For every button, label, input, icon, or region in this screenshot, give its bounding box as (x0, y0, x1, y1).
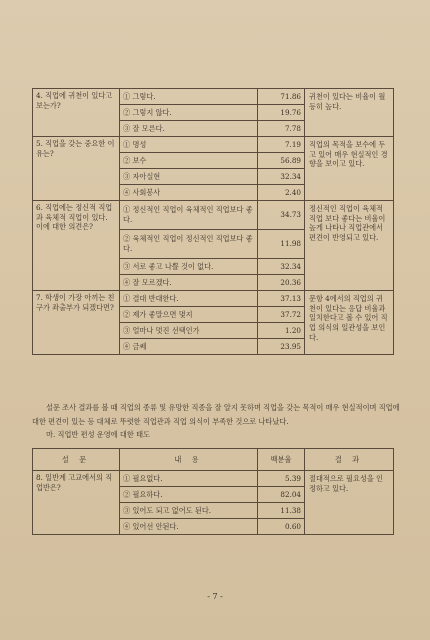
page-number: - 7 - (207, 592, 223, 601)
option-cell: ① 필요없다. (120, 471, 258, 487)
percent-cell: 82.04 (258, 487, 305, 503)
table-row (33, 137, 394, 153)
percent-cell: 32.34 (258, 169, 305, 185)
option-cell: ③ 얼마나 멋진 선택인가 (120, 323, 258, 339)
question-cell: 6. 직업에는 정신적 직업과 육체적 직업이 있다. 이에 대한 의견은? (33, 201, 120, 291)
percent-cell: 37.72 (258, 307, 305, 323)
option-cell: ② 필요하다. (120, 487, 258, 503)
percent-cell: 37.13 (258, 291, 305, 307)
percent-cell: 7.19 (258, 137, 305, 153)
table-row (33, 201, 394, 230)
percent-cell: 0.60 (258, 519, 305, 535)
question-cell: 8. 일반계 고교에서의 직업반은? (33, 471, 120, 535)
percent-cell: 2.40 (258, 185, 305, 201)
option-cell: ④ 있어선 안된다. (120, 519, 258, 535)
option-cell: ③ 자아실현 (120, 169, 258, 185)
option-cell: ① 명성 (120, 137, 258, 153)
option-cell: ② 제가 좋말으면 몇지 (120, 307, 258, 323)
table-row (33, 471, 394, 487)
result-cell: 문항 4에서의 직업의 귀천이 있다는 응답 비율과 일치한다고 볼 수 있어 직업 의식의 일관성을 보인다. (305, 291, 394, 355)
header-result: 결 과 (305, 449, 394, 471)
question-cell: 7. 학생이 가장 아끼는 친구가 좌출부가 되겠다면? (33, 291, 120, 355)
header-percent: 백분율 (258, 449, 305, 471)
percent-cell: 1.20 (258, 323, 305, 339)
option-cell: ① 정신적인 직업이 육체적인 직업보다 좋다. (120, 201, 258, 230)
percent-cell: 19.76 (258, 105, 305, 121)
table-header-row (33, 449, 394, 471)
percent-cell: 23.95 (258, 339, 305, 355)
percent-cell: 32.34 (258, 259, 305, 275)
option-cell: ④ 사회봉사 (120, 185, 258, 201)
header-content: 내 용 (120, 449, 258, 471)
result-cell: 정신적인 직업이 육체적 직업 보다 좋다는 비율이 높게 나타나 직업관에서 편견이 반영되고 있다. (305, 201, 394, 291)
result-cell: 절대적으로 필요성을 인정하고 있다. (305, 471, 394, 535)
option-cell: ② 보수 (120, 153, 258, 169)
summary-paragraph: 설문 조사 결과를 볼 때 직업의 종류 및 유망한 직종을 잘 알지 못하며 직업을 갖는 목적이 매우 현실적이며 직업에 대한 편견이 있는 등 대체로 뚜렷한 직업관과 직업 의식이 부족한 것으로 나타났다. (32, 403, 400, 426)
percent-cell: 34.73 (258, 201, 305, 230)
survey-table-1 (32, 88, 394, 355)
question-cell: 5. 직업을 갖는 중요한 이유는? (33, 137, 120, 201)
percent-cell: 7.78 (258, 121, 305, 137)
percent-cell: 5.39 (258, 471, 305, 487)
percent-cell: 20.36 (258, 275, 305, 291)
option-cell: ① 그렇다. (120, 89, 258, 105)
section-subheading: 마. 직업반 편성 운영에 대한 태도 (46, 430, 150, 439)
option-cell: ④ 금쎄 (120, 339, 258, 355)
option-cell: ③ 잘 모른다. (120, 121, 258, 137)
question-cell: 4. 직업에 귀천이 있다고 보는가? (33, 89, 120, 137)
percent-cell: 11.98 (258, 230, 305, 259)
percent-cell: 71.86 (258, 89, 305, 105)
result-cell: 귀천이 있다는 비율이 월등히 높다. (305, 89, 394, 137)
option-cell: ② 그렇지 않다. (120, 105, 258, 121)
table-row (33, 89, 394, 105)
option-cell: ③ 서로 좋고 나쁠 것이 없다. (120, 259, 258, 275)
option-cell: ④ 잘 모르겠다. (120, 275, 258, 291)
result-cell: 직업의 목적을 보수에 두고 있어 매우 현실적인 경향을 보이고 있다. (305, 137, 394, 201)
header-question: 설 문 (33, 449, 120, 471)
table-row (33, 291, 394, 307)
option-cell: ③ 있어도 되고 없어도 된다. (120, 503, 258, 519)
option-cell: ② 육체적인 직업이 정신적인 직업보다 좋다. (120, 230, 258, 259)
option-cell: ① 결대 반대한다. (120, 291, 258, 307)
survey-table-2 (32, 448, 394, 535)
percent-cell: 56.89 (258, 153, 305, 169)
percent-cell: 11.38 (258, 503, 305, 519)
